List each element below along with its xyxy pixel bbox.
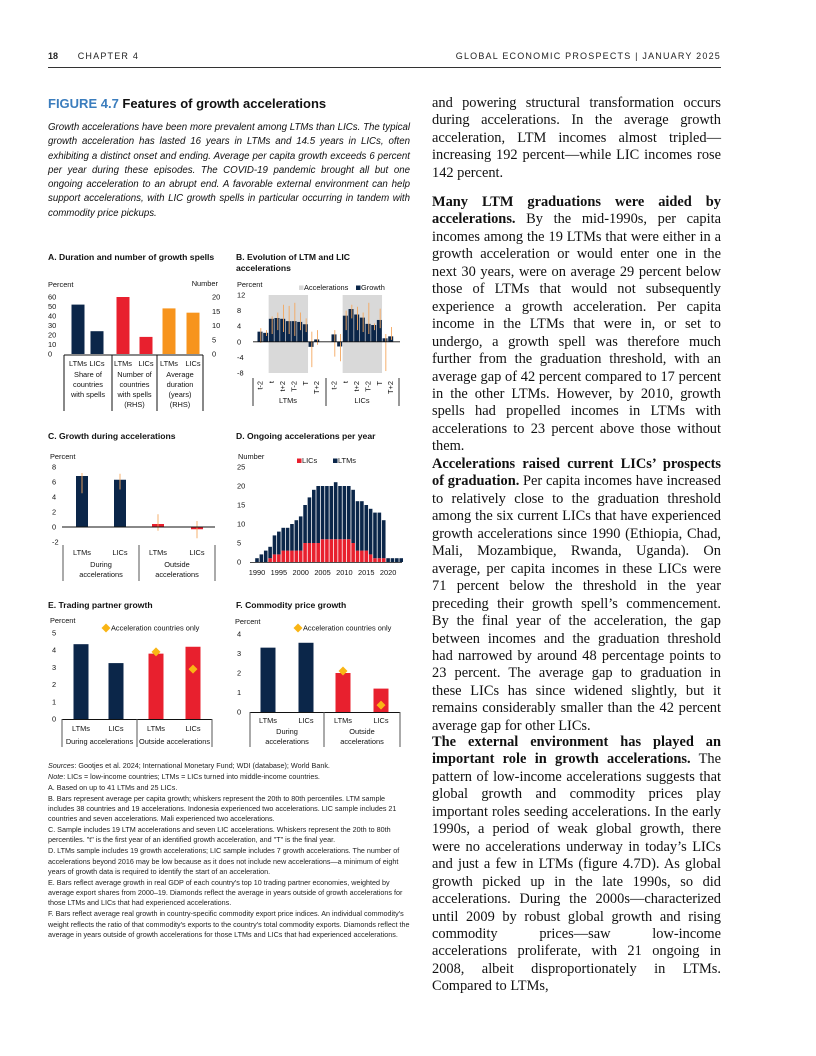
bar [163, 308, 176, 354]
page-number: 18 [48, 51, 59, 61]
bar [187, 313, 200, 354]
group-label: countries [73, 380, 103, 389]
bar [261, 648, 276, 712]
bar [269, 319, 274, 342]
para-text: The pattern of low-income accelerations suggests that global growth and commodity prices play important roles seeding accelerations. In the early 1990s, a period of weak global growth, there were no accelerations underway in today’s LICs and just a few in LTMs (figure 4.7D). As global growth picked up in the late 1990s, so did accelerations. During the 2000s—characterized until 2009 by robust global growth and rising commodity prices—saw low-income accelerations proliferate, with 21 ongoing in 2008, albeit disproportionately in LTMs. Compared to LTMs, [432, 751, 721, 995]
category-label: LTMs [72, 724, 90, 733]
group-label: (RHS) [124, 400, 145, 409]
bar-lics [312, 543, 316, 562]
category-label: LTMs [259, 716, 277, 725]
bar-ltms [299, 516, 303, 550]
category-label: t+2 [352, 381, 362, 392]
body-paragraph-4 [432, 734, 721, 996]
bar [343, 316, 348, 342]
group-label: (RHS) [169, 400, 191, 409]
category-label: LICs [108, 724, 124, 733]
bar-ltms [343, 486, 347, 539]
category-label: LICs [89, 359, 105, 368]
bar-lics [369, 554, 373, 562]
group-label: accelerations [155, 570, 199, 579]
bar-lics [338, 539, 342, 562]
bar [377, 320, 382, 342]
figure-title-text: Features of growth accelerations [122, 96, 327, 111]
category-label: LTMs [149, 548, 167, 557]
bar-ltms [334, 482, 338, 539]
bar-lics [316, 543, 320, 562]
panel-c-title: C. Growth during accelerations [48, 431, 176, 441]
bar [292, 321, 297, 342]
y-tick-label: 1 [237, 688, 242, 697]
bar-ltms [255, 558, 259, 562]
y-tick-label: 40 [48, 311, 57, 321]
category-label: T [300, 381, 310, 386]
y-tick-label: 10 [48, 340, 57, 349]
chapter-label: CHAPTER 4 [77, 51, 140, 61]
bar-ltms [295, 520, 299, 550]
bar-ltms [325, 486, 329, 539]
bar-lics [281, 551, 285, 562]
legend-label: Accelerations [304, 283, 349, 292]
bar [297, 322, 302, 342]
y-axis-label: Number [238, 452, 265, 461]
figure-caption: Growth accelerations have been more prevalent among LTMs than LICs. The typical growth acceleration has lasted 16 years in LTMs and 14.5 years in LICs, often exhibiting a distinct onset and ending. Average per capita growth exceeds 6 percent per year during these episodes. The COVID-19 pandemic brought all but one ongoing acceleration to an abrupt end. A favorable external environment can help support accelerations, with LIC growth spells in particular occurring in tandem with commodity price pickups. [48, 122, 410, 219]
y-axis-label: Percent [50, 452, 76, 461]
y-tick-label-right: 5 [212, 335, 217, 345]
y-tick-label: 5 [237, 538, 242, 548]
y-tick-label: 4 [52, 645, 57, 655]
y-tick-label: 15 [237, 500, 246, 510]
y-axis-label-right: Number [191, 279, 218, 288]
category-label: LICs [373, 716, 389, 725]
y-tick-label: 5 [52, 628, 57, 638]
bar-ltms [338, 486, 342, 539]
bar [349, 309, 354, 342]
group-label: LICs [354, 396, 370, 405]
bar-lics [356, 551, 360, 562]
legend-swatch-growth [356, 286, 361, 291]
note-lead: Sources [48, 761, 75, 770]
legend-label: Acceleration countries only [111, 623, 200, 633]
legend-label: Growth [361, 283, 385, 292]
bar [354, 315, 359, 342]
category-label: T-2 [363, 381, 373, 392]
x-tick-label: 2000 [292, 568, 309, 577]
category-label: LTMs [114, 359, 132, 368]
bar-lics [373, 558, 377, 562]
bar-lics [277, 554, 281, 562]
bar-ltms [356, 501, 360, 550]
figure-notes [48, 761, 410, 941]
bar-lics [290, 551, 294, 562]
para-lead: Many LTM graduations were aided by accelerations. [432, 194, 721, 228]
y-tick-label: -2 [52, 537, 59, 547]
group-label: Outside [164, 560, 190, 569]
x-tick-label: 2005 [314, 568, 331, 577]
group-label: During [276, 727, 298, 736]
category-label: t [266, 381, 276, 384]
group-label: Outside [349, 727, 375, 736]
bar [299, 643, 314, 712]
y-axis-label: Percent [235, 617, 261, 626]
y-tick-label: 0 [237, 707, 242, 717]
bar [309, 342, 314, 347]
group-label: accelerations [265, 737, 309, 746]
bar-ltms [391, 558, 395, 562]
y-tick-label: 4 [52, 492, 57, 502]
bar [149, 654, 164, 719]
y-tick-label: 8 [52, 462, 57, 472]
y-tick-label: 50 [48, 302, 57, 311]
note-line: A. Based on up to 41 LTMs and 25 LICs. [48, 782, 178, 792]
legend-diamond-icon [102, 624, 111, 633]
bar-lics [308, 543, 312, 562]
bar-lics [360, 551, 364, 562]
y-axis-label: Percent [48, 280, 74, 289]
group-label: Share of [74, 370, 102, 379]
bar [332, 334, 337, 341]
bar-ltms [286, 528, 290, 551]
y-tick-label: 6 [52, 477, 57, 487]
bar-lics [303, 543, 307, 562]
y-tick-label: 8 [237, 306, 242, 316]
bar [91, 331, 104, 354]
bar [140, 337, 153, 354]
para-text: By the mid-1990s, per capita incomes among the 19 LTMs that were either in a growth acceleration or would enter one in the next 30 years, were on average 29 percent below those of LTMs that would not subsequently experience a growth acceleration. Per capita income in the LTMs that were in, or set to undergo, a growth spell was therefore much further from the graduation threshold, with an average gap of 42 percent compared to 17 percent in the other LTMs. However, by 2010, growth spells had propelled incomes in LTMs with accelerations to 23 percent above those without them. [432, 211, 721, 455]
bar-ltms [360, 501, 364, 550]
legend-swatch-accelerations [299, 286, 304, 291]
y-tick-label-right: 0 [212, 349, 217, 359]
bar-lics [268, 558, 272, 562]
legend-swatch-lics [297, 459, 302, 464]
group-label: countries [119, 380, 150, 389]
bar-ltms [364, 505, 368, 551]
bar [383, 338, 388, 342]
bar-ltms [321, 486, 325, 539]
note-line: E. Bars reflect average growth in real GDP of each country's top 10 trading partner economies, weighted by average export shares from 2000–19. Diamonds reflect the average in years outside of growth accelerations for those LTMs and LICs that had experienced accelerations. [48, 877, 403, 908]
category-label: LTMs [73, 548, 91, 557]
para-text: Per capita incomes have increased to relatively close to the graduation threshold among the six current LICs that have experienced growth accelerations since 1990 (Ethiopia, Chad, Mali, Mozambique, Rwanda, Uganda). On average, per capita incomes in these LICs were 71 percent below the threshold in the year preceding their growth spell’s commencement. By the final year of the acceleration, the gap between incomes and the graduation threshold had narrowed by around 48 percentage points to 23 percent. The average gap to graduation in these LICs has since widened slightly, but it remains considerably smaller than the 42 percent average gap for other LICs. [432, 473, 721, 734]
panel-b-title: B. Evolution of LTM and LIC accelerations [236, 252, 350, 273]
bar-ltms [369, 509, 373, 555]
bar-lics [347, 539, 351, 562]
y-tick-label: 60 [48, 292, 57, 302]
y-tick-label: -8 [237, 368, 244, 378]
bar-lics [299, 551, 303, 562]
bar [360, 318, 365, 342]
bar-lics [273, 554, 277, 562]
y-tick-label: 4 [237, 629, 242, 639]
y-tick-label: 0 [52, 714, 57, 724]
group-label: accelerations [340, 737, 384, 746]
bar-lics [378, 558, 382, 562]
note-line: Note: LICs = low-income countries; LTMs = LICs turned into middle-income countries. [48, 771, 320, 781]
bar-ltms [382, 520, 386, 558]
category-label: LICs [185, 359, 201, 368]
bar-ltms [347, 486, 351, 539]
bar-ltms [277, 532, 281, 555]
x-tick-label: 1990 [248, 568, 266, 577]
y-tick-label: 0 [48, 349, 53, 359]
bar-ltms [378, 513, 382, 559]
group-label: with spells [70, 390, 106, 399]
bar-ltms [386, 558, 390, 562]
bar-ltms [316, 486, 320, 543]
category-label: LICs [298, 716, 314, 725]
category-label: T+2 [386, 381, 396, 394]
y-axis-label: Percent [50, 616, 76, 625]
bar-lics [334, 539, 338, 562]
bar-lics [295, 551, 299, 562]
y-tick-label-right: 10 [212, 321, 221, 330]
bar [303, 324, 308, 342]
x-tick-label: 2010 [336, 568, 353, 577]
note-line: C. Sample includes 19 LTM accelerations and seven LIC accelerations. Whiskers represent the 20th to 80th percentiles. "t" is the first year of an identified growth acceleration, and "T" is the final year. [48, 825, 391, 845]
bar-ltms [308, 497, 312, 543]
category-label: T+2 [312, 381, 322, 394]
bar-ltms [290, 524, 294, 551]
bar [286, 321, 291, 342]
bar-ltms [273, 535, 277, 554]
y-tick-label: 3 [52, 662, 57, 672]
bar-ltms [351, 490, 355, 543]
group-label: Average [166, 370, 194, 379]
legend-label: LTMs [338, 456, 356, 465]
group-label: Outside accelerations [138, 737, 211, 746]
category-label: LTMs [334, 716, 352, 725]
category-label: LICs [112, 548, 128, 557]
para-lead: Accelerations raised current LICs’ prospects of graduation. [432, 456, 721, 490]
note-lead: Note [48, 771, 64, 781]
y-tick-label: 0 [52, 522, 57, 532]
category-label: t-2 [329, 381, 339, 390]
bar-ltms [329, 486, 333, 539]
bar-ltms [268, 547, 272, 558]
note-line: B. Bars represent average per capita growth; whiskers represent the 20th to 80th percentiles. LTM sample includes 38 countries and 19 accelerations. Indonesia experienced two accelerations. LIC sample includes 21 countries and seven accelerations. Mali experienced two accelerations. [48, 793, 397, 824]
category-label: LICs [189, 548, 205, 557]
panel-d-title: D. Ongoing accelerations per year [236, 431, 376, 441]
y-tick-label-right: 15 [212, 306, 221, 316]
bar-ltms [373, 513, 377, 559]
para-lead: The external environment has played an important role in growth accelerations. [432, 734, 721, 768]
x-tick-label: 2020 [379, 568, 397, 577]
panel-a-title: A. Duration and number of growth spells [48, 252, 215, 262]
bar [275, 318, 280, 342]
bar-lics [325, 539, 329, 562]
legend-label: LICs [302, 456, 318, 465]
group-label: accelerations [79, 570, 123, 579]
y-tick-label: 0 [237, 557, 242, 567]
category-label: LTMs [69, 359, 87, 368]
y-tick-label: 4 [237, 321, 242, 331]
y-tick-label: 1 [52, 697, 57, 707]
para-text: and powering structural transformation occurs during accelerations. In the average growth acceleration, LTM incomes almost tripled—increasing 192 percent—while LIC incomes rose 142 percent. [432, 95, 721, 181]
category-label: T [374, 381, 384, 386]
panel-f-title: F. Commodity price growth [236, 600, 347, 610]
group-label: (years) [168, 390, 192, 399]
bar-ltms [281, 528, 285, 551]
y-tick-label: 12 [237, 290, 246, 300]
figure-number: FIGURE 4.7 [48, 96, 119, 111]
y-tick-label-right: 20 [212, 292, 221, 302]
y-tick-label: 25 [237, 462, 246, 472]
category-label: LICs [138, 359, 154, 368]
x-tick-label: 1995 [270, 568, 288, 577]
note-line: F. Bars reflect average real growth in country-specific commodity export price indices. An individual commodity's weight reflects the ratio of that commodity's exports to the country's total commodity exports. Diamonds reflect the average in years outside of growth accelerations for those LTMs and LICs that had experienced accelerations. [48, 909, 410, 939]
group-label: with spells [117, 390, 152, 399]
y-tick-label: 2 [237, 668, 242, 678]
bar [388, 336, 393, 341]
bar [186, 647, 201, 719]
legend-diamond-icon [294, 624, 303, 633]
body-paragraph-2 [432, 194, 721, 456]
y-tick-label: 30 [48, 321, 57, 330]
group-label: During accelerations [65, 737, 134, 746]
body-paragraph-1 [432, 95, 721, 182]
bar-ltms [399, 558, 403, 562]
bar [72, 305, 85, 354]
bar-lics [286, 551, 290, 562]
x-tick-label: 2015 [358, 568, 375, 577]
bar-lics [351, 543, 355, 562]
bar-lics [321, 539, 325, 562]
category-label: LTMs [160, 359, 178, 368]
category-label: LTMs [147, 724, 165, 733]
bar [371, 325, 376, 342]
publication-title: GLOBAL ECONOMIC PROSPECTS | JANUARY 2025 [455, 51, 721, 61]
bar [74, 644, 89, 719]
group-label: During [90, 560, 112, 569]
bar [336, 673, 351, 712]
note-line: D. LTMs sample includes 19 growth accelerations; LIC sample includes 7 growth accelerations. The number of accelerations beyond 2016 may be low because as it does not include new accelerations—a minimum of eight years of growth data is required to identify the start of an acceleration. [48, 846, 400, 876]
group-label: Number of [117, 370, 152, 379]
bar [109, 663, 124, 719]
category-label: t [340, 381, 350, 384]
body-paragraph-3 [432, 456, 721, 735]
bar-ltms [395, 558, 399, 562]
y-axis-label: Percent [237, 280, 263, 289]
category-label: t-2 [255, 381, 265, 390]
y-tick-label: 20 [48, 330, 57, 340]
legend-label: Acceleration countries only [303, 623, 392, 633]
bar [117, 297, 130, 354]
legend-swatch-ltms [333, 459, 338, 464]
bar [263, 333, 268, 342]
bar [280, 319, 285, 342]
category-label: t+2 [278, 381, 288, 392]
group-label: LTMs [279, 396, 297, 405]
y-tick-label: 3 [237, 649, 242, 658]
note-line: Sources: Gootjes et al. 2024; International Monetary Fund; WDI (database); World Bank. [48, 761, 330, 770]
bar [258, 332, 263, 342]
bar-lics [382, 558, 386, 562]
y-tick-label: 2 [52, 680, 57, 690]
category-label: LICs [185, 724, 201, 733]
group-label: duration [166, 380, 194, 389]
bar [337, 342, 342, 347]
y-tick-label: -4 [237, 352, 244, 362]
bar-ltms [303, 505, 307, 543]
panel-e-title: E. Trading partner growth [48, 600, 153, 610]
y-tick-label: 10 [237, 519, 246, 529]
bar-ltms [264, 551, 268, 562]
category-label: T-2 [289, 381, 299, 392]
bar-lics [343, 539, 347, 562]
y-tick-label: 20 [237, 481, 246, 491]
bar [366, 324, 371, 342]
y-tick-label: 0 [237, 337, 242, 347]
bar-ltms [260, 554, 264, 562]
bar-lics [329, 539, 333, 562]
bar-ltms [312, 490, 316, 543]
bar-lics [364, 551, 368, 562]
y-tick-label: 2 [52, 507, 57, 517]
